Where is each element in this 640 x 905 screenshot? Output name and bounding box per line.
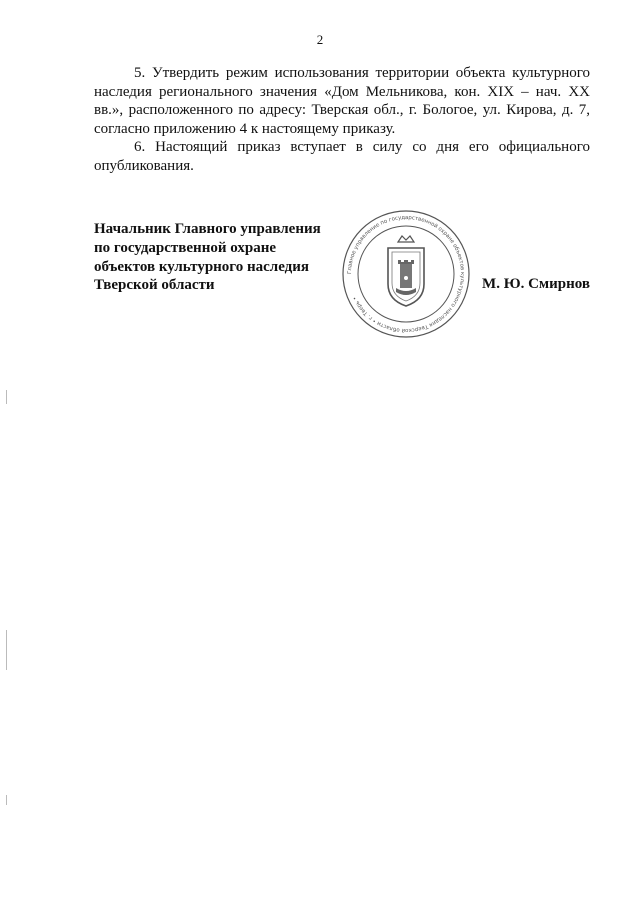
order-body <box>94 64 590 176</box>
signatory-name: М. Ю. Смирнов <box>482 276 590 292</box>
signatory-title-line: Начальник Главного управления <box>94 221 321 237</box>
signatory-title-line: Тверской области <box>94 277 215 294</box>
scan-artifact <box>6 630 7 670</box>
signatory-title-line: по государственной охране <box>94 239 277 256</box>
seal-ring-text: Главное управление по государственной охране объектов культурного наследия Тверской области • г. Тверь • <box>346 214 466 334</box>
paragraph-5: 5. Утвердить режим использования территории объекта культурного наследия регионального значения «Дом Мельникова, кон. XIX – нач. XX вв.», расположенного по адресу: Тверская обл., г. Бологое, ул. Кирова, д. 7, согласно приложению 4 к настоящему приказу. <box>94 65 590 137</box>
paragraph-6: 6. Настоящий приказ вступает в силу со дня его официального опубликования. <box>94 139 590 174</box>
coat-of-arms-icon <box>388 236 424 306</box>
scan-artifact <box>6 390 7 404</box>
signatory-title-line: объектов культурного наследия <box>94 258 310 275</box>
official-seal-stamp <box>340 208 472 340</box>
scan-artifact <box>6 795 7 805</box>
page-number: 2 <box>316 32 324 47</box>
